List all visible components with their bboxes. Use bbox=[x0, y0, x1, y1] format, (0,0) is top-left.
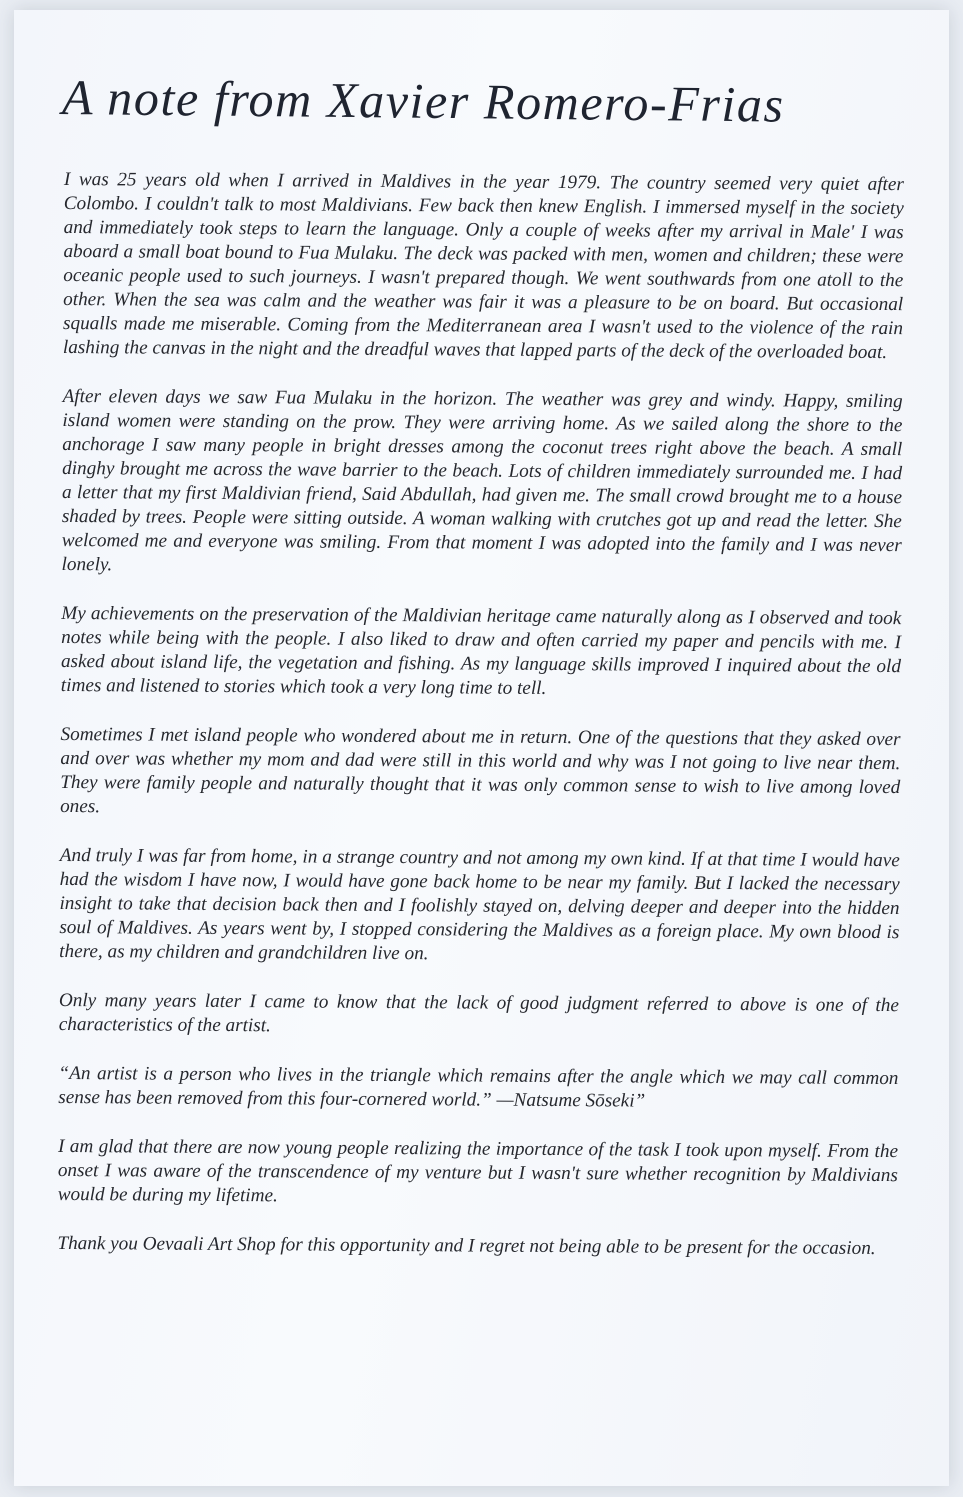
paragraph-arrival: I was 25 years old when I arrived in Maldives in the year 1979. The country seemed very quiet after Colombo. I couldn't talk to most Maldivians. Few back then knew English. I immersed myself in the society and immediately took steps to learn the language. Only a couple of weeks after my arrival in Male' I was aboard a small boat bound to Fua Mulaku. The deck was packed with men, women and children; these were oceanic people used to such journeys. I wasn't prepared though. We went southwards from one atoll to the other. When the sea was calm and the weather was fair it was a pleasure to be on board. But occasional squalls made me miserable. Coming from the Mediterranean area I wasn't used to the violence of the rain lashing the canvas in the night and the dreadful waves that lapped parts of the deck of the overloaded boat. bbox=[62, 168, 904, 364]
paragraph-thank-you: Thank you Oevaali Art Shop for this opportunity and I regret not being able to be present for the occasion. bbox=[57, 1232, 876, 1259]
paragraph-island-questions: Sometimes I met island people who wondered about me in return. One of the questions that they asked over and over was whether my mom and dad were still in this world and why was I not going to live near them. They were family people and naturally thought that it was only common sense to wish to live among loved ones. bbox=[60, 723, 901, 818]
paragraph-fua-mulaku: After eleven days we saw Fua Mulaku in the horizon. The weather was grey and windy. Happy, smiling island women were standing on the prow. They were arriving home. As we sailed along the shore to the anchorage I saw many people in bright dresses among the coconut trees right above the beach. A small dinghy brought me across the wave barrier to the beach. Lots of children immediately surrounded me. I had a letter that my first Maldivian friend, Said Abdullah, had given me. The small crowd brought me to a house shaded by trees. People were sitting outside. A woman walking with crutches got up and read the letter. She welcomed me and everyone was smiling. From that moment I was adopted into the family and I was never lonely. bbox=[61, 385, 903, 576]
page-title: A note from Xavier Romero-Frias bbox=[61, 69, 785, 133]
paragraph-achievements: My achievements on the preservation of the Maldivian heritage came naturally along as I observed and took notes while being with the people. I also liked to draw and often carried my paper and pencils with me. I asked about island life, the vegetation and fishing. As my language skills improved I inquired about the old times and listened to stories which took a very long time to tell. bbox=[60, 602, 902, 699]
paragraph-judgment: Only many years later I came to know that the lack of good judgment referred to above is one of the characteristics of the artist. bbox=[58, 989, 899, 1037]
letter-body bbox=[57, 168, 904, 1286]
printed-sheet bbox=[14, 10, 949, 1486]
paragraph-young-people: I am glad that there are now young people realizing the importance of the task I took upon myself. From the onset I was aware of the transcendence of my venture but I wasn't sure whether recognition by Maldivians would be during my lifetime. bbox=[57, 1135, 899, 1207]
paragraph-far-from-home: And truly I was far from home, in a strange country and not among my own kind. If at that time I would have had the wisdom I have now, I would have gone back home to be near my family. But I lacked the necessary insight to take that decision back then and I foolishly stayed on, delving deeper and deeper into the hidden soul of Maldives. As years went by, I stopped considering the Maldives as a foreign place. My own blood is there, as my children and grandchildren live on. bbox=[59, 844, 900, 965]
quote-natsume-soseki: “An artist is a person who lives in the triangle which remains after the angle which we may call common sense has been removed from this four-cornered world.” —Natsume Sōseki” bbox=[58, 1062, 899, 1112]
